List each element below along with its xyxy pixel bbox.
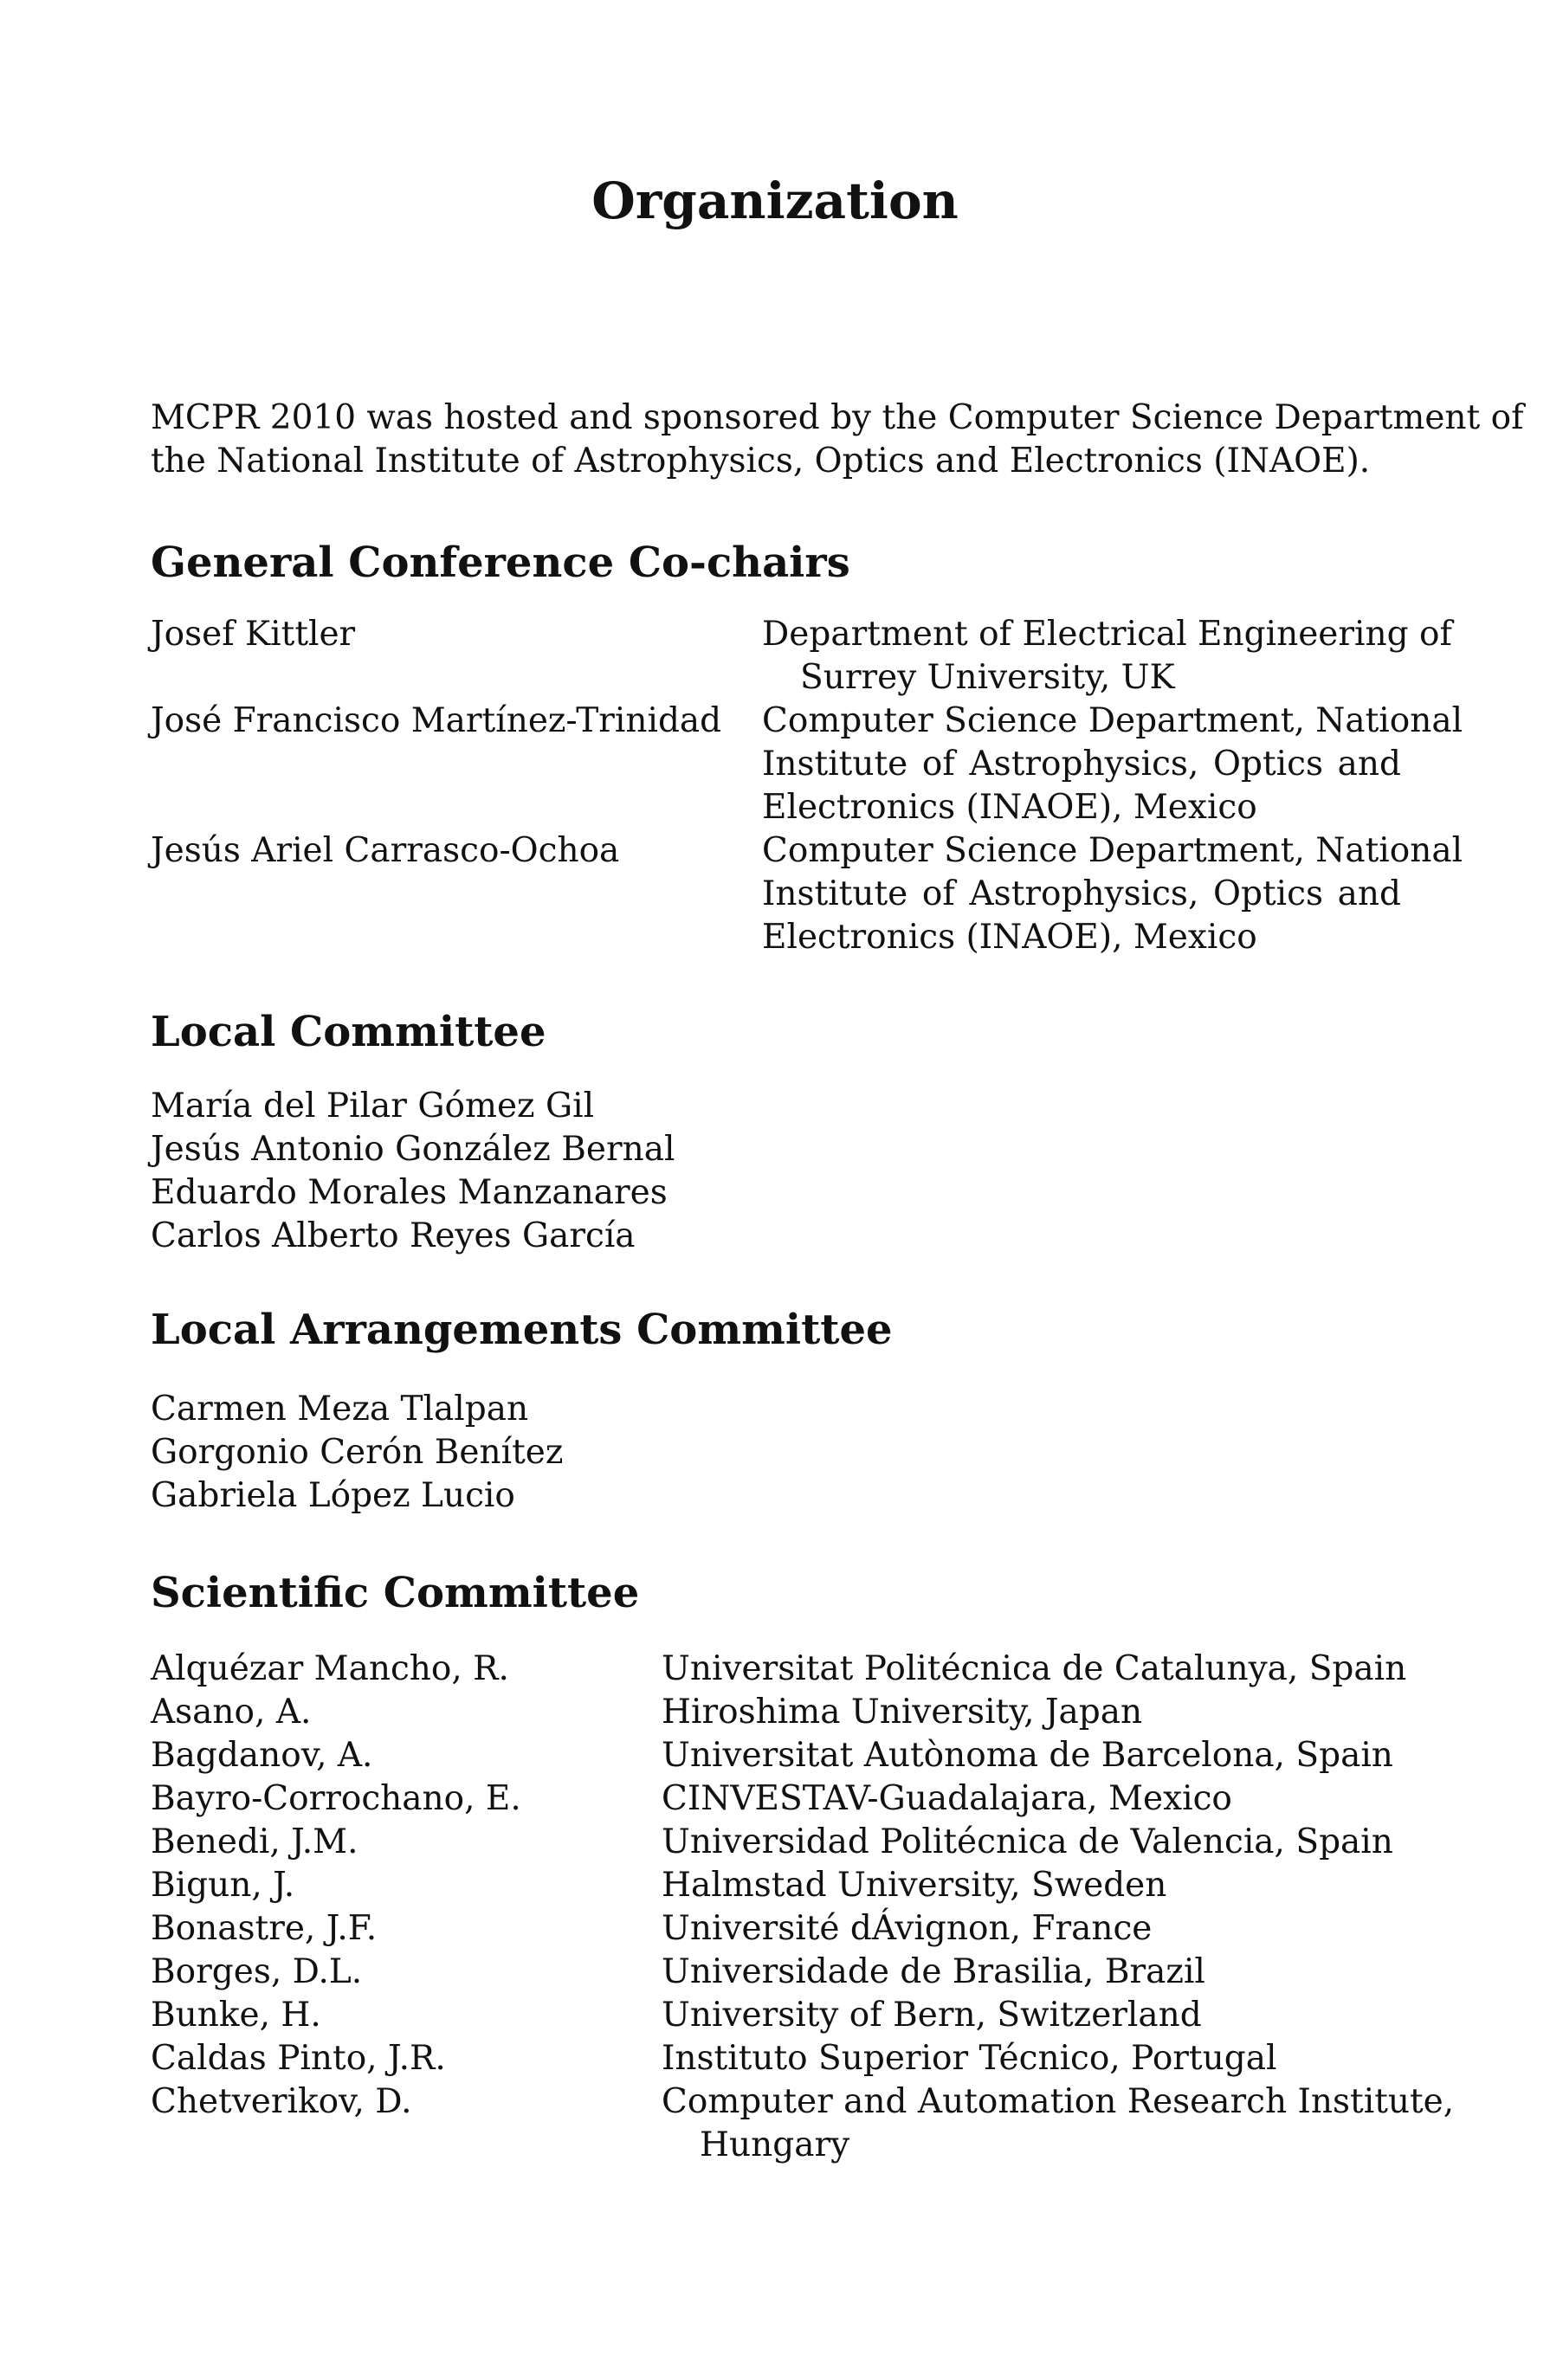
member-affiliation: Universidade de Brasilia, Brazil [662,1952,1205,1991]
list-item: Eduardo Morales Manzanares [151,1173,668,1212]
intro-line: the National Institute of Astrophysics, Optics and Electronics (INAOE). [151,442,1371,481]
member-name: Asano, A. [151,1693,312,1732]
cochair-affiliation [762,700,1463,829]
list-item: María del Pilar Gómez Gil [151,1087,595,1126]
member-name: Alquézar Mancho, R. [151,1649,509,1688]
member-name: Bagdanov, A. [151,1736,373,1775]
section-heading-local-arrangements: Local Arrangements Committee [151,1306,893,1354]
member-affiliation: Hiroshima University, Japan [662,1693,1143,1732]
member-affiliation: CINVESTAV-Guadalajara, Mexico [662,1779,1232,1818]
list-item: Gabriela López Lucio [151,1476,515,1515]
affiliation-line: Electronics (INAOE), Mexico [762,788,1257,827]
cochair-name: Jesús Ariel Carrasco-Ochoa [151,831,620,870]
member-name: Bigun, J. [151,1866,295,1905]
member-affiliation: Computer and Automation Research Institute, [662,2082,1455,2121]
affiliation-line: Institute of Astrophysics, Optics and [762,874,1401,913]
member-name: Benedi, J.M. [151,1822,358,1861]
member-affiliation: Universidad Politécnica de Valencia, Spain [662,1822,1393,1861]
member-affiliation: University of Bern, Switzerland [662,1996,1202,2035]
list-item: Carlos Alberto Reyes García [151,1216,636,1255]
member-affiliation: Universitat Politécnica de Catalunya, Spain [662,1649,1407,1688]
member-affiliation: Université dÁvignon, France [662,1909,1153,1948]
section-heading-scientific-committee: Scientific Committee [151,1569,640,1617]
member-name: Bunke, H. [151,1996,321,2035]
section-heading-general-cochairs: General Conference Co-chairs [151,539,850,587]
member-name: Caldas Pinto, J.R. [151,2039,446,2078]
local-committee-list [151,1085,675,1258]
affiliation-line: Computer Science Department, National [762,831,1463,870]
intro-paragraph [151,397,1524,483]
list-item: Gorgonio Cerón Benítez [151,1433,564,1472]
affiliation-line: Institute of Astrophysics, Optics and [762,745,1401,784]
affiliation-line: Electronics (INAOE), Mexico [762,918,1257,957]
list-item: Jesús Antonio González Bernal [151,1130,675,1169]
member-affiliation: Halmstad University, Sweden [662,1866,1167,1905]
local-arrangements-list [151,1388,563,1518]
member-name: Bayro-Corrochano, E. [151,1779,521,1818]
page-title: Organization [591,171,959,230]
affiliation-line: Department of Electrical Engineering of [762,615,1452,654]
member-name: Chetverikov, D. [151,2082,412,2121]
member-name: Borges, D.L. [151,1952,363,1991]
section-heading-local-committee: Local Committee [151,1008,546,1056]
affiliation-line: Computer Science Department, National [762,701,1463,740]
member-affiliation: Instituto Superior Técnico, Portugal [662,2039,1277,2078]
member-affiliation: Hungary [700,2125,850,2164]
member-name: Bonastre, J.F. [151,1909,378,1948]
cochair-affiliation [762,829,1463,959]
affiliation-line: Surrey University, UK [800,658,1175,697]
intro-line: MCPR 2010 was hosted and sponsored by the Computer Science Department of [151,398,1524,437]
list-item: Carmen Meza Tlalpan [151,1390,529,1429]
member-affiliation: Universitat Autònoma de Barcelona, Spain [662,1736,1393,1775]
cochair-name: José Francisco Martínez-Trinidad [151,701,722,740]
cochair-name: Josef Kittler [151,615,356,654]
cochair-affiliation [762,613,1452,700]
